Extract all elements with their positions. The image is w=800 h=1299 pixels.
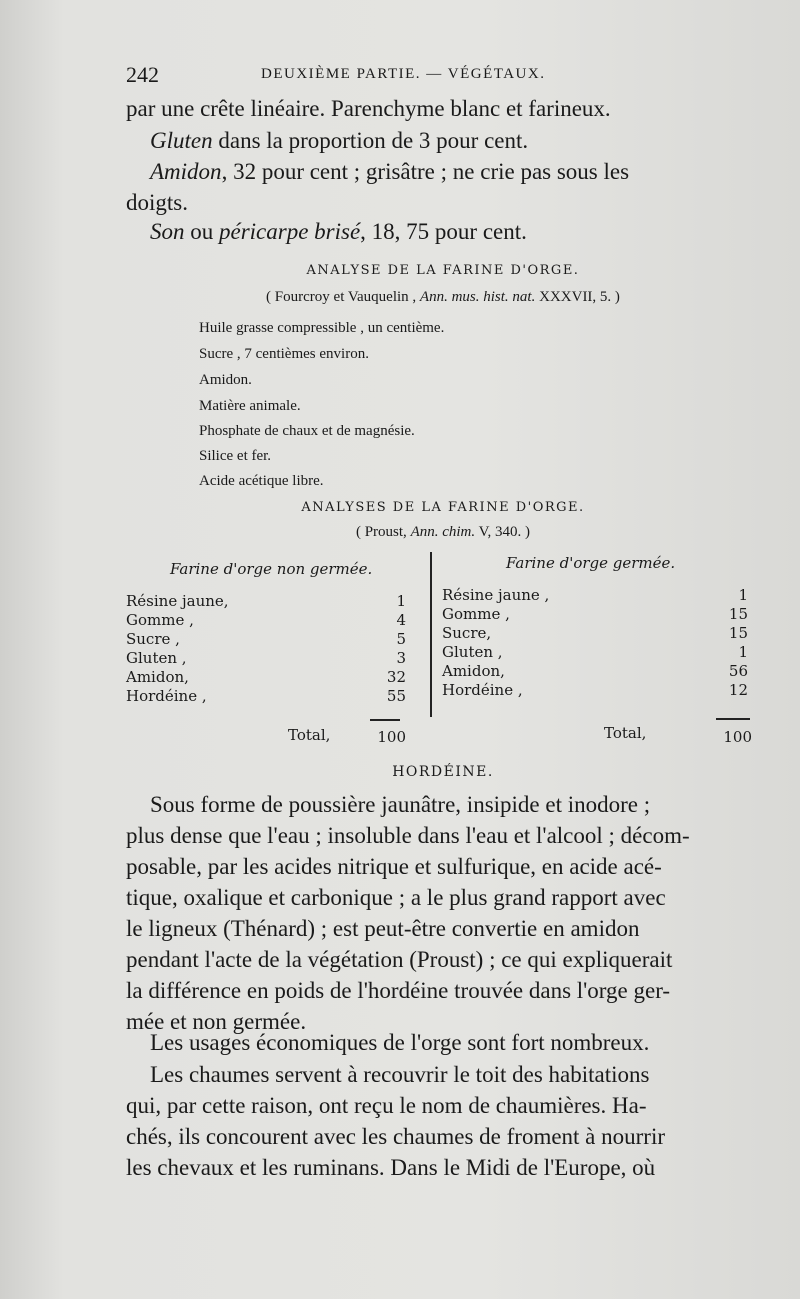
text-line: Les chaumes servent à recouvrir le toit des habitations	[150, 1062, 650, 1087]
source-suffix: XXXVII, 5. )	[539, 289, 620, 305]
list-item: Sucre , 7 centièmes environ.	[199, 346, 369, 362]
right-total-value: 100	[723, 728, 752, 746]
table-row-label: Amidon,	[126, 668, 189, 686]
source-suffix: V, 340. )	[478, 524, 531, 540]
source-ref: Ann. chim.	[410, 524, 476, 540]
hordeine-title: HORDÉINE.	[392, 764, 494, 780]
table-row-value: 15	[728, 624, 748, 642]
table-row-label: Sucre,	[442, 624, 492, 642]
text-line: la différence en poids de l'hordéine trouvée dans l'orge ger-	[126, 978, 671, 1003]
table-row-label: Gomme ,	[442, 605, 510, 623]
table-row-value: 5	[396, 630, 406, 648]
left-column-header: Farine d'orge non germée.	[170, 560, 373, 578]
table-row-value: 1	[738, 586, 748, 604]
source-prefix: ( Fourcroy et Vauquelin ,	[266, 289, 417, 305]
left-total-value: 100	[377, 728, 406, 746]
intro-line: Amidon, 32 pour cent ; grisâtre ; ne crie pas sous les	[150, 159, 630, 184]
intro-line: Gluten dans la proportion de 3 pour cent.	[150, 128, 529, 153]
text-line: chés, ils concourent avec les chaumes de froment à nourrir	[126, 1124, 666, 1149]
text-line: tique, oxalique et carbonique ; a le plus grand rapport avec	[126, 885, 666, 910]
table-row-label: Sucre ,	[126, 630, 180, 648]
text-line: plus dense que l'eau ; insoluble dans l'eau et l'alcool ; décom-	[126, 823, 690, 848]
table-row-value: 12	[728, 681, 748, 699]
analysis-2-source	[126, 524, 760, 541]
list-item: Huile grasse compressible , un centième.	[199, 320, 445, 336]
table-row-value: 3	[396, 649, 406, 667]
table-row-label: Résine jaune,	[126, 592, 229, 610]
table-row-value: 1	[738, 643, 748, 661]
table-row-label: Gluten ,	[126, 649, 187, 667]
running-title: DEUXIÈME PARTIE. — VÉGÉTAUX.	[261, 66, 546, 82]
intro-line: par une crête linéaire. Parenchyme blanc et farineux.	[126, 96, 611, 121]
text-line: Sous forme de poussière jaunâtre, insipide et inodore ;	[150, 792, 651, 817]
table-row-label: Hordéine ,	[126, 687, 207, 705]
table-row-label: Amidon,	[442, 662, 505, 680]
right-total-label: Total,	[604, 724, 647, 742]
list-item: Amidon.	[199, 372, 252, 388]
table-row-value: 56	[728, 662, 748, 680]
text-line: les chevaux et les ruminans. Dans le Midi de l'Europe, où	[126, 1155, 656, 1180]
left-total-rule	[370, 719, 400, 721]
text-line: pendant l'acte de la végétation (Proust) ; ce qui expliquerait	[126, 947, 673, 972]
text-line: mée et non germée.	[126, 1009, 307, 1034]
list-item: Silice et fer.	[199, 448, 272, 464]
table-row-value: 1	[396, 592, 406, 610]
left-total-label: Total,	[288, 726, 331, 744]
table-row-value: 4	[396, 611, 406, 629]
right-column-header: Farine d'orge germée.	[506, 554, 676, 572]
table-row-label: Gomme ,	[126, 611, 194, 629]
list-item: Acide acétique libre.	[199, 473, 324, 489]
text-line: qui, par cette raison, ont reçu le nom de chaumières. Ha-	[126, 1093, 647, 1118]
table-row-label: Gluten ,	[442, 643, 503, 661]
text-line: le ligneux (Thénard) ; est peut-être convertie en amidon	[126, 916, 640, 941]
column-divider	[430, 552, 432, 717]
analysis-2-title: ANALYSES DE LA FARINE D'ORGE.	[301, 500, 585, 515]
source-ref: Ann. mus. hist. nat.	[419, 289, 536, 305]
table-row-value: 55	[386, 687, 406, 705]
table-row-label: Résine jaune ,	[442, 586, 550, 604]
list-item: Phosphate de chaux et de magnésie.	[199, 423, 415, 439]
analysis-1-title: ANALYSE DE LA FARINE D'ORGE.	[306, 263, 580, 278]
intro-line: Son ou péricarpe brisé, 18, 75 pour cent.	[150, 219, 527, 244]
list-item: Matière animale.	[199, 398, 301, 414]
source-prefix: ( Proust,	[355, 524, 407, 540]
analysis-1-source	[126, 289, 760, 306]
right-total-rule	[716, 718, 750, 720]
text-line: posable, par les acides nitrique et sulfurique, en acide acé-	[126, 854, 662, 879]
table-row-label: Hordéine ,	[442, 681, 523, 699]
text-line: Les usages économiques de l'orge sont fort nombreux.	[150, 1030, 650, 1055]
table-row-value: 15	[728, 605, 748, 623]
page-number: 242	[126, 62, 159, 87]
intro-line: doigts.	[126, 190, 188, 215]
composition-table	[126, 552, 760, 752]
table-row-value: 32	[386, 668, 406, 686]
